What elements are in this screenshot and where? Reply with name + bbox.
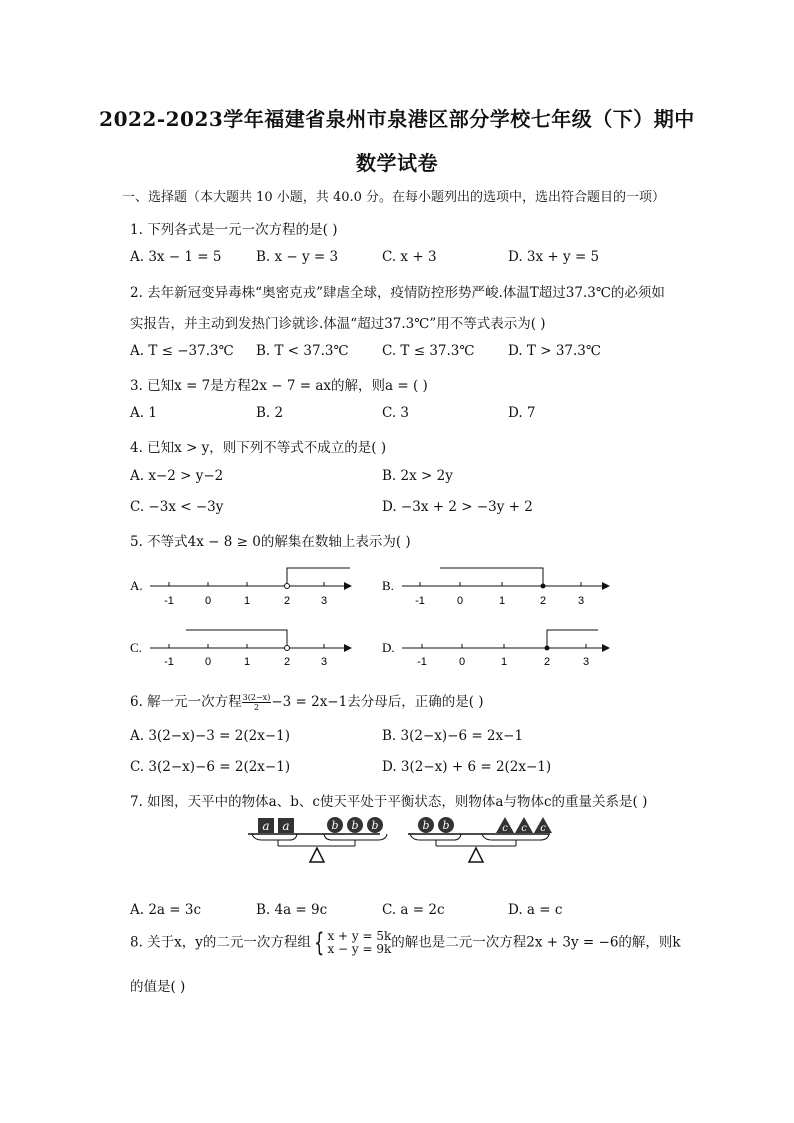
svg-text:2: 2: [539, 595, 547, 607]
q2-option-d: D. T > 37.3℃: [508, 343, 601, 359]
q7-option-d: D. a = c: [508, 902, 563, 918]
q2-option-b: B. T < 37.3℃: [256, 343, 349, 359]
svg-text:B.: B.: [382, 578, 394, 593]
svg-text:0: 0: [204, 656, 212, 668]
svg-text:b: b: [422, 819, 430, 832]
svg-text:0: 0: [204, 595, 212, 607]
svg-text:3: 3: [577, 595, 585, 607]
svg-text:1: 1: [498, 595, 506, 607]
q8-brace: {: [314, 928, 325, 958]
svg-text:-1: -1: [164, 656, 174, 668]
q7-option-a: A. 2a = 3c: [130, 902, 202, 918]
q6-option-c: C. 3(2−x)−6 = 2(2x−1): [130, 759, 291, 775]
q7-balance-figure: [240, 812, 560, 868]
svg-text:-1: -1: [417, 656, 427, 668]
q8-equation-system: [327, 930, 391, 956]
question-4-stem: 4. 已知x > y，则下列不等式不成立的是( ): [130, 440, 387, 456]
svg-text:1: 1: [243, 656, 251, 668]
q8-stem-suffix: 的解也是二元一次方程2x + 3y = −6的解，则k: [391, 934, 681, 951]
svg-text:1: 1: [243, 595, 251, 607]
balance-left: [248, 817, 387, 862]
svg-text:b: b: [371, 819, 379, 832]
q2-option-c: C. T ≤ 37.3℃: [382, 343, 475, 359]
q1-option-b: B. x − y = 3: [256, 249, 339, 265]
q6-stem-prefix: 6. 解一元一次方程: [130, 694, 242, 710]
q3-option-a: A. 1: [130, 405, 157, 421]
q2-option-a: A. T ≤ −37.3℃: [130, 343, 234, 359]
q8-eq2: x − y = 9k: [327, 942, 392, 956]
balance-right: [408, 817, 552, 862]
q3-option-b: B. 2: [256, 405, 284, 421]
question-8-stem: [130, 930, 681, 956]
question-8-stem-line2: 的值是( ): [130, 979, 186, 995]
q8-stem-prefix: 8. 关于x，y的二元一次方程组: [130, 934, 311, 951]
q7-option-b: B. 4a = 9c: [256, 902, 328, 918]
section-heading: 一、选择题（本大题共 10 小题，共 40.0 分。在每小题列出的选项中，选出符合题目的一项）: [122, 190, 666, 205]
page-title: 2022-2023学年福建省泉州市泉港区部分学校七年级（下）期中: [99, 107, 695, 131]
svg-text:C.: C.: [130, 640, 142, 655]
question-2-stem-line2: 实报告，并主动到发热门诊就诊.体温“超过37.3℃”用不等式表示为( ): [130, 316, 546, 332]
q5-figure-c: [128, 620, 368, 670]
svg-text:-1: -1: [164, 595, 174, 607]
svg-text:D.: D.: [382, 640, 395, 655]
page-subtitle: 数学试卷: [356, 151, 438, 175]
q6-frac-numerator: 3(2−x): [242, 693, 271, 702]
q4-option-a: A. x−2 > y−2: [130, 468, 224, 484]
question-1-stem: 1. 下列各式是一元一次方程的是( ): [130, 222, 338, 238]
q6-frac-denominator: 2: [253, 703, 260, 712]
svg-text:A.: A.: [130, 578, 143, 593]
q1-option-c: C. x + 3: [382, 249, 437, 265]
svg-text:c: c: [502, 823, 508, 834]
svg-text:3: 3: [582, 656, 590, 668]
question-7-stem: 7. 如图，天平中的物体a、b、c使天平处于平衡状态，则物体a与物体c的重量关系是( ): [130, 794, 648, 810]
q1-option-a: A. 3x − 1 = 5: [130, 249, 222, 265]
q4-option-d: D. −3x + 2 > −3y + 2: [382, 499, 533, 515]
q3-option-d: D. 7: [508, 405, 536, 421]
q1-option-d: D. 3x + y = 5: [508, 249, 600, 265]
q8-eq1: x + y = 5k: [327, 929, 392, 943]
q6-fraction: [242, 693, 272, 712]
q4-option-c: C. −3x < −3y: [130, 499, 224, 515]
svg-text:a: a: [262, 819, 270, 833]
q6-option-a: A. 3(2−x)−3 = 2(2x−1): [130, 728, 290, 744]
q6-option-d: D. 3(2−x) + 6 = 2(2x−1): [382, 759, 552, 775]
svg-text:1: 1: [500, 656, 508, 668]
svg-text:a: a: [282, 819, 290, 833]
svg-text:3: 3: [320, 595, 328, 607]
q7-option-c: C. a = 2c: [382, 902, 445, 918]
q5-figure-d: [380, 620, 620, 670]
svg-text:2: 2: [543, 656, 551, 668]
svg-text:c: c: [540, 823, 546, 834]
svg-text:c: c: [521, 823, 527, 834]
q6-option-b: B. 3(2−x)−6 = 2x−1: [382, 728, 524, 744]
question-5-stem: 5. 不等式4x − 8 ≥ 0的解集在数轴上表示为( ): [130, 534, 411, 550]
svg-text:b: b: [442, 819, 450, 832]
svg-text:b: b: [331, 819, 339, 832]
q5-figure-a: [128, 560, 368, 610]
q4-option-b: B. 2x > 2y: [382, 468, 453, 484]
svg-text:-1: -1: [415, 595, 425, 607]
q3-option-c: C. 3: [382, 405, 410, 421]
svg-text:2: 2: [283, 656, 291, 668]
q5-figure-b: [380, 560, 620, 610]
question-6-stem: [130, 690, 484, 712]
svg-text:0: 0: [456, 595, 464, 607]
question-3-stem: 3. 已知x = 7是方程2x − 7 = ax的解，则a = ( ): [130, 378, 428, 394]
question-2-stem-line1: 2. 去年新冠变异毒株“奥密克戎”肆虐全球，疫情防控形势严峻.体温T超过37.3℃的必须如: [130, 285, 665, 301]
svg-text:3: 3: [320, 656, 328, 668]
svg-text:2: 2: [283, 595, 291, 607]
svg-text:0: 0: [458, 656, 466, 668]
q6-stem-suffix: −3 = 2x−1去分母后，正确的是( ): [271, 694, 484, 710]
svg-text:b: b: [351, 819, 359, 832]
